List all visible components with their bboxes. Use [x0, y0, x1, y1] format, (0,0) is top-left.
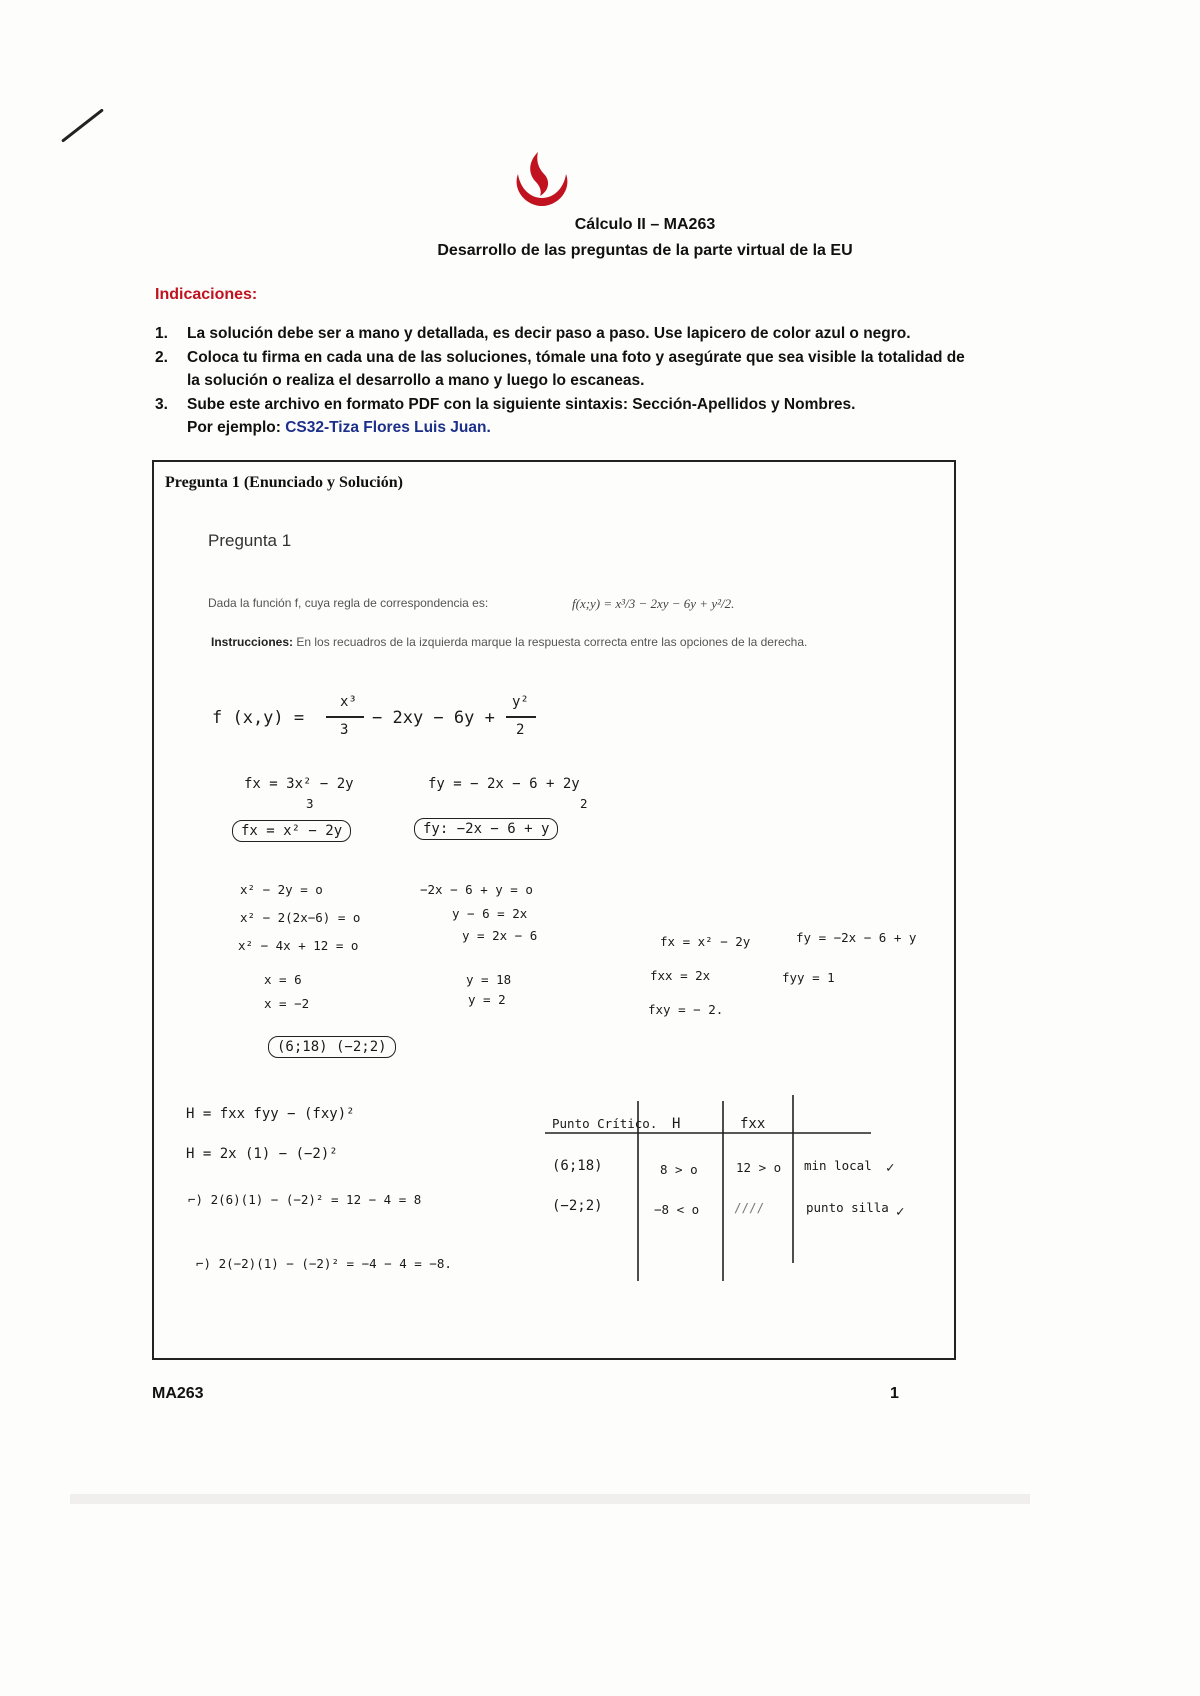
question-box-title: Pregunta 1 (Enunciado y Solución): [165, 474, 403, 491]
hw-eq-mid: y = 2x − 6: [462, 928, 538, 943]
hw-frac-num2: y²: [512, 694, 529, 710]
question-statement: Dada la función f, cuya regla de correspondencia es:: [208, 596, 489, 610]
hw-fy-boxed: fy: −2x − 6 + y: [414, 818, 558, 840]
hw-eq-left: x = −2: [264, 996, 310, 1011]
check-mark-icon: ✓: [896, 1204, 905, 1220]
hw-deriv: fxx = 2x: [650, 968, 711, 983]
table-header: H: [672, 1116, 681, 1132]
table-header: Punto Crítico.: [552, 1116, 658, 1131]
function-formula: [572, 582, 742, 626]
hw-function-lhs: f (x,y) =: [212, 708, 305, 728]
instruction-item: 1. La solución debe ser a mano y detallada, es decir paso a paso. Use lapicero de color azul o negro.: [155, 325, 911, 342]
hw-deriv: fxy = − 2.: [648, 1002, 724, 1017]
table-cell-fxx: ////: [734, 1200, 765, 1215]
hw-frac-den: 3: [340, 722, 349, 738]
instructions-heading: Indicaciones:: [155, 286, 258, 303]
hw-eq-left: x = 6: [264, 972, 302, 987]
document-subtitle: Desarrollo de las preguntas de la parte virtual de la EU: [437, 242, 853, 259]
hw-eq-mid: y − 6 = 2x: [452, 906, 528, 921]
filename-example: CS32-Tiza Flores Luis Juan.: [285, 419, 491, 436]
table-cell-result: punto silla: [806, 1200, 889, 1215]
hw-eq-left: x² − 4x + 12 = o: [238, 938, 359, 953]
question-label: Pregunta 1: [208, 531, 292, 550]
table-cell-h: −8 < o: [654, 1202, 700, 1217]
hw-fx-work: fx = 3x² − 2y: [244, 776, 354, 792]
course-title: Cálculo II – MA263: [574, 216, 716, 233]
university-logo-icon: [508, 146, 576, 210]
table-cell-fxx: 12 > o: [736, 1160, 782, 1175]
instructions-list: [155, 322, 975, 440]
hw-fy-den: 2: [580, 796, 588, 811]
hw-fy-work: fy = − 2x − 6 + 2y: [428, 776, 580, 792]
hw-frac-bar2: [506, 716, 536, 718]
page-number: 1: [890, 1385, 899, 1402]
hw-frac-bar: [326, 716, 364, 718]
hw-eq-mid: y = 18: [466, 972, 512, 987]
hw-hessian-line: ⌐) 2(6)(1) − (−2)² = 12 − 4 = 8: [188, 1192, 422, 1207]
table-cell-point: (−2;2): [552, 1198, 603, 1214]
hw-hessian-line: H = fxx fyy − (fxy)²: [186, 1106, 355, 1122]
instruction-item: 3. Sube este archivo en formato PDF con la siguiente sintaxis: Sección-Apellidos y Nombres. Por ejemplo: CS32-Tiza Flores Luis Juan.: [155, 396, 856, 436]
hw-eq-left: x² − 2(2x−6) = o: [240, 910, 361, 925]
hw-eq-mid: y = 2: [468, 992, 506, 1007]
hw-hessian-line: H = 2x (1) − (−2)²: [186, 1146, 338, 1162]
hw-frac-den2: 2: [516, 722, 525, 738]
hw-function-rest: − 2xy − 6y +: [372, 708, 495, 728]
table-cell-result: min local: [804, 1158, 872, 1173]
hw-hessian-line: ⌐) 2(−2)(1) − (−2)² = −4 − 4 = −8.: [196, 1256, 452, 1271]
instruction-item: 2. Coloca tu firma en cada una de las soluciones, tómale una foto y asegúrate que sea visible la totalidad de la solución o realiza el desarrollo a mano y luego lo escaneas.: [155, 349, 965, 389]
hw-deriv: fyy = 1: [782, 970, 835, 985]
formula-text: f(x;y) = x³/3 − 2xy − 6y + y²/2.: [572, 596, 735, 611]
hw-deriv: fx = x² − 2y: [660, 934, 751, 949]
table-header: fxx: [740, 1116, 766, 1132]
question-instructions: Instrucciones: En los recuadros de la izquierda marque la respuesta correcta entre las opciones de la derecha.: [211, 635, 808, 649]
hw-critical-points-box: (6;18) (−2;2): [268, 1036, 396, 1058]
hw-eq-left: x² − 2y = o: [240, 882, 323, 897]
hw-fx-den: 3: [306, 796, 314, 811]
hw-frac-num: x³: [340, 694, 357, 710]
table-cell-h: 8 > o: [660, 1162, 698, 1177]
hw-eq-mid: −2x − 6 + y = o: [420, 882, 533, 897]
pen-stroke-mark: [61, 108, 104, 142]
hw-deriv: fy = −2x − 6 + y: [796, 930, 917, 945]
check-mark-icon: ✓: [886, 1160, 895, 1176]
footer-course-code: MA263: [152, 1385, 204, 1402]
scan-artifact: [70, 1494, 1030, 1504]
hw-fx-boxed: fx = x² − 2y: [232, 820, 351, 842]
table-cell-point: (6;18): [552, 1158, 603, 1174]
